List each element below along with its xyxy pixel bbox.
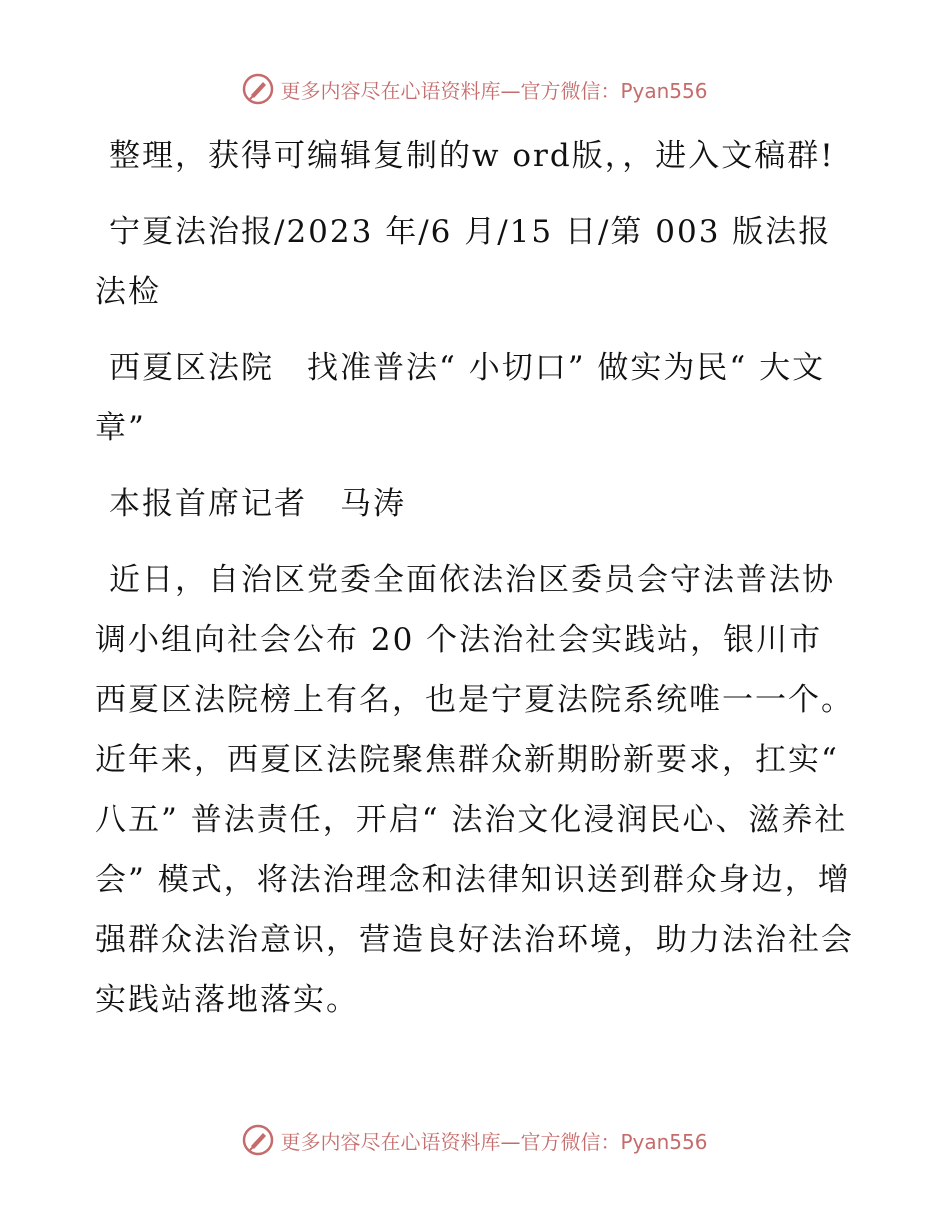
pen-seal-icon — [242, 73, 274, 105]
watermark-text: 更多内容尽在心语资料库—官方微信：Pyan556 — [280, 1129, 708, 1154]
article-headline: 西夏区法院 找准普法“ 小切口” 做实为民“ 大文章” — [95, 350, 826, 446]
document-body — [95, 126, 855, 1046]
article-byline: 本报首席记者 马涛 — [109, 486, 406, 522]
watermark-text: 更多内容尽在心语资料库—官方微信：Pyan556 — [280, 78, 708, 103]
header-watermark — [0, 73, 950, 105]
footer-watermark — [0, 1124, 950, 1156]
publication-source-line: 宁夏法治报/2023 年/6 月/15 日/第 003 版法报法检 — [95, 214, 832, 310]
article-body-paragraph: 近日，自治区党委全面依法治区委员会守法普法协调小组向社会公布 20 个法治社会实践站，银川市西夏区法院榜上有名，也是宁夏法院系统唯一一个。近年来，西夏区法院聚焦群众新期盼新要求，扛实“ 八五” 普法责任，开启“ 法治文化浸润民心、滋养社会” 模式，将法治理念和法律知识送到群众身边，增强群众法治意识，营造良好法治环境，助力法治社会实践站落地落实。 — [95, 562, 854, 1018]
document-intro-paragraph: 整理，获得可编辑复制的w ord版，，进入文稿群! — [109, 138, 835, 174]
pen-seal-icon — [242, 1124, 274, 1156]
